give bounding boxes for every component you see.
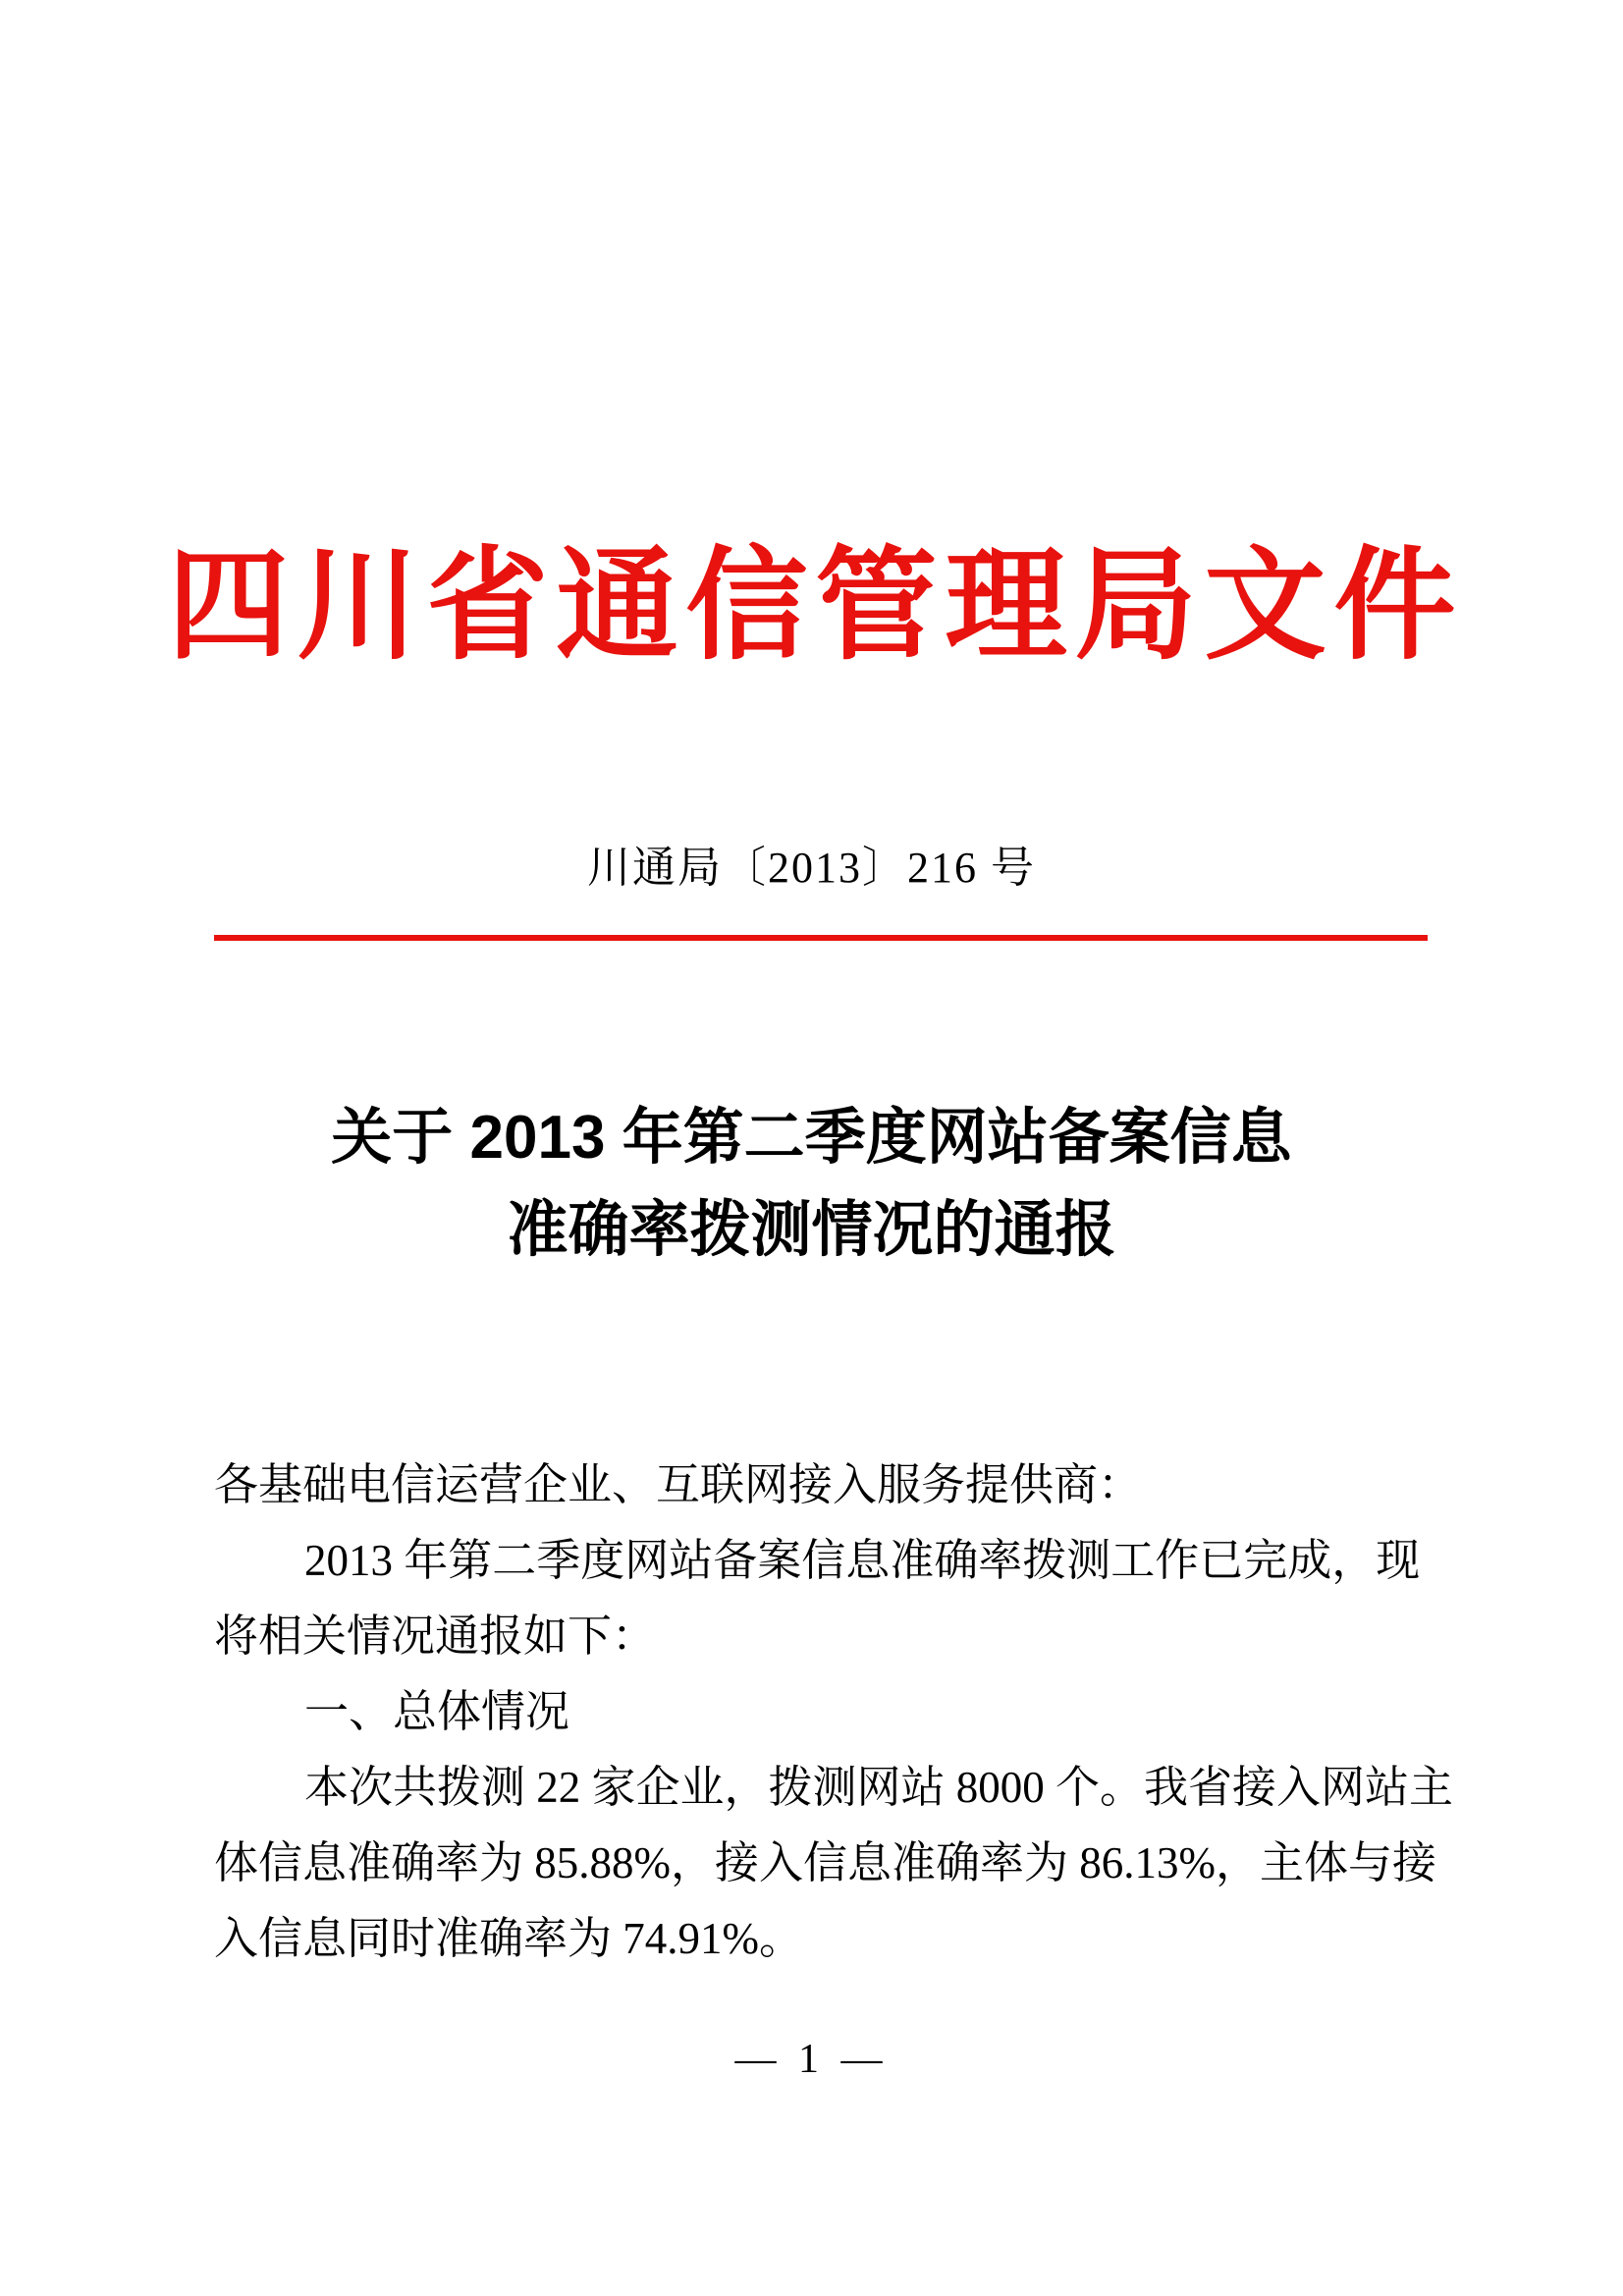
page-number: — 1 — — [734, 2037, 889, 2082]
body-line-section-heading: 一、总体情况 — [304, 1687, 570, 1736]
body-line-salutation: 各基础电信运营企业、互联网接入服务提供商： — [214, 1460, 1143, 1509]
document-title-line-1: 关于 2013 年第二季度网站备案信息 — [331, 1104, 1292, 1172]
document-title-line-2: 准确率拨测情况的通报 — [507, 1196, 1116, 1264]
doc-number: 川通局〔2013〕216 号 — [587, 844, 1036, 892]
body-line: 将相关情况通报如下： — [214, 1612, 657, 1661]
body-line: 本次共拨测 22 家企业，拨测网站 8000 个。我省接入网站主 — [304, 1763, 1454, 1812]
agency-title: 四川省通信管理局文件 — [167, 539, 1464, 674]
body-line: 入信息同时准确率为 74.91%。 — [214, 1914, 803, 1963]
document-title — [0, 1092, 1623, 1277]
body-line: 2013 年第二季度网站备案信息准确率拨测工作已完成，现 — [304, 1536, 1421, 1585]
body-line: 体信息准确率为 85.88%，接入信息准确率为 86.13%，主体与接 — [214, 1838, 1436, 1887]
document-body — [214, 1448, 1454, 1977]
header-divider-rule — [214, 935, 1428, 941]
